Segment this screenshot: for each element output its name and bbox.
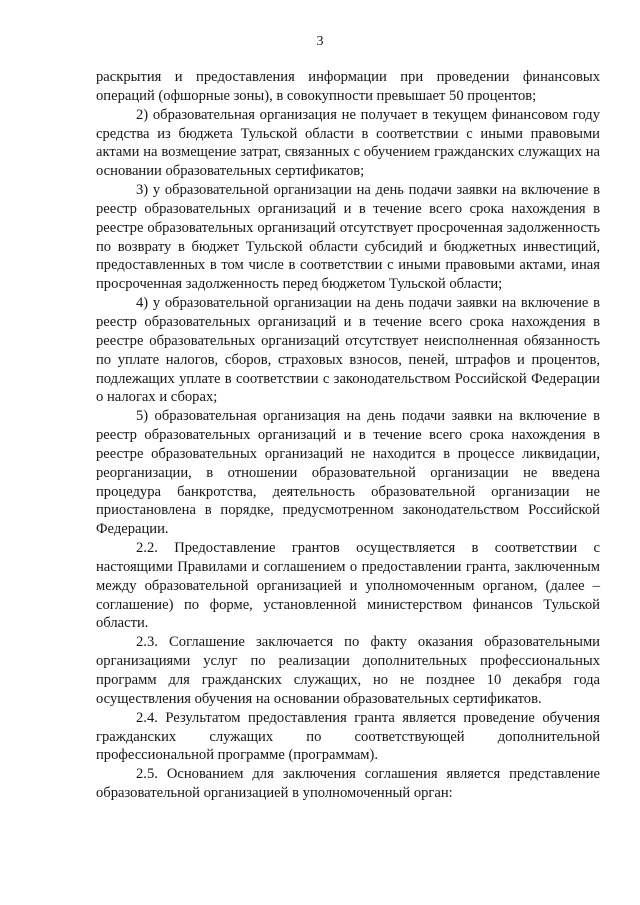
paragraph-item-2: 2) образовательная организация не получает в текущем финансовом году средства из бюджета Тульской области в соответствии с иными правовыми актами на возмещение затрат, связанных с обучением гражданских служащих на основании образовательных сертификатов; bbox=[96, 106, 600, 180]
paragraph-item-5: 5) образовательная организация на день подачи заявки на включение в реестр образовательных организаций и в течение всего срока нахождения в реестре образовательных организаций не находится в процессе ликвидации, реорганизации, в отношении образовательной организации не введена процедура банкротства, деятельность образовательной организации не приостановлена в порядке, предусмотренном законодательством Российской Федерации. bbox=[96, 408, 600, 538]
document-body bbox=[96, 68, 600, 803]
paragraph-offshore-continuation: раскрытия и предоставления информации при проведении финансовых операций (офшорные зоны), в совокупности превышает 50 процентов; bbox=[96, 69, 600, 104]
paragraph-section-2-5: 2.5. Основанием для заключения соглашения является представление образовательной организацией в уполномоченный орган: bbox=[96, 766, 600, 802]
paragraph-section-2-3: 2.3. Соглашение заключается по факту оказания образовательными организациями услуг по реализации дополнительных профессиональных программ для гражданских служащих, но не позднее 10 декабря года осуществления обучения на основании образовательных сертификатов. bbox=[96, 634, 600, 707]
page-number: 3 bbox=[316, 34, 324, 49]
paragraph-section-2-2: 2.2. Предоставление грантов осуществляется в соответствии с настоящими Правилами и соглашением о предоставлении гранта, заключенным между образовательной организацией и уполномоченным органом, (далее – соглашение) по форме, установленной министерством финансов Тульской области. bbox=[96, 540, 600, 632]
paragraph-section-2-4: 2.4. Результатом предоставления гранта является проведение обучения гражданских служащих по соответствующей дополнительной профессиональной программе (программам). bbox=[96, 709, 600, 764]
paragraph-item-4: 4) у образовательной организации на день подачи заявки на включение в реестр образовательных организаций и в течение всего срока нахождения в реестре образовательных организаций отсутствует неисполненная обязанность по уплате налогов, сборов, страховых взносов, пеней, штрафов и процентов, подлежащих уплате в соответствии с законодательством Российской Федерации о налогах и сборах; bbox=[96, 295, 600, 406]
paragraph-item-3: 3) у образовательной организации на день подачи заявки на включение в реестр образовательных организаций и в течение всего срока нахождения в реестре образовательных организаций отсутствует просроченная задолженность по возврату в бюджет Тульской области субсидий и бюджетных инвестиций, предоставленных в том числе в соответствии с иными правовыми актами, иная просроченная задолженность перед бюджетом Тульской области; bbox=[96, 182, 600, 293]
